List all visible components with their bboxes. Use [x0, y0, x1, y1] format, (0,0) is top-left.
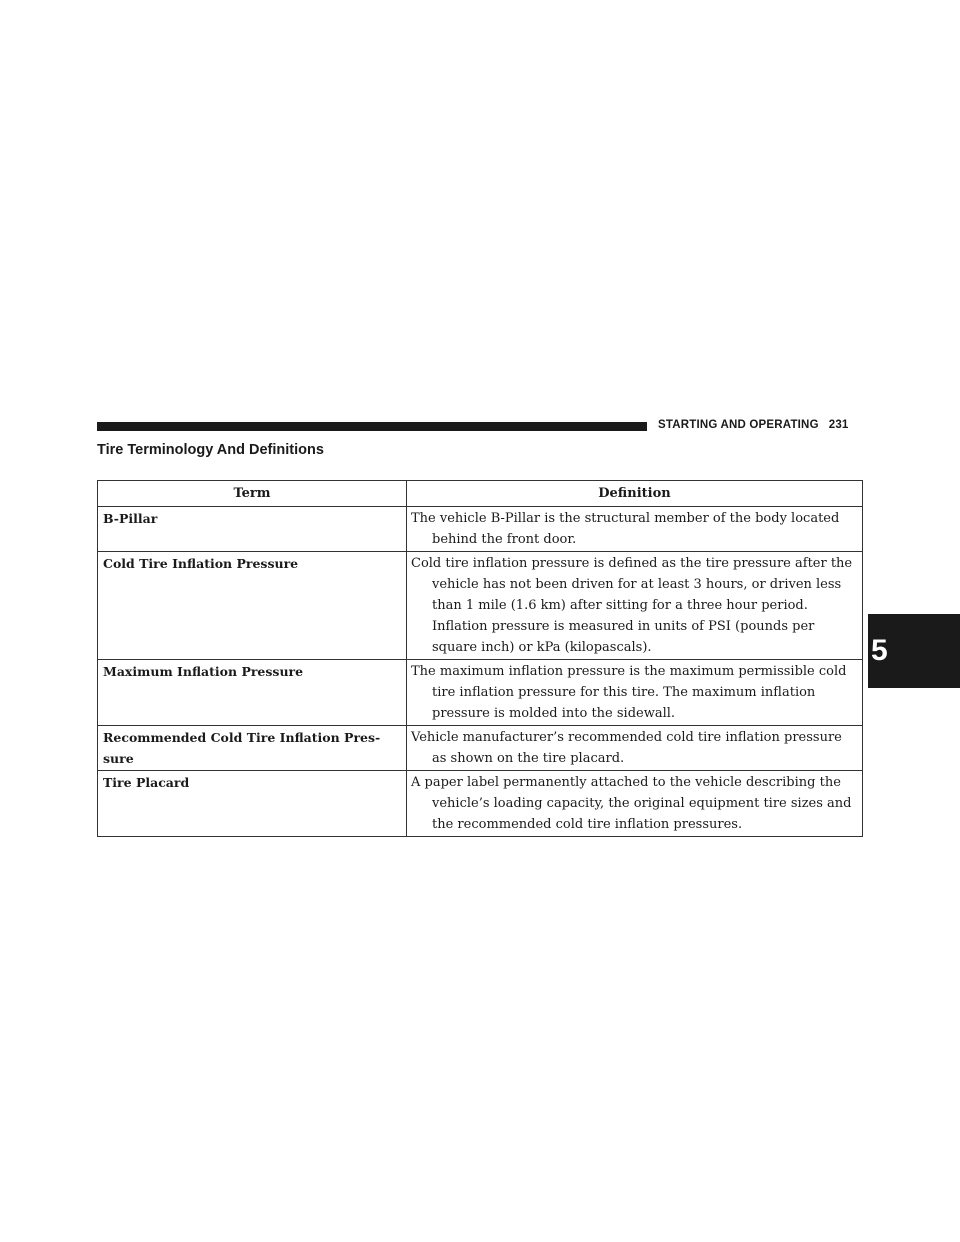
running-header — [658, 419, 868, 431]
column-header-definition: Definition — [407, 481, 863, 507]
term-cell: Cold Tire Inflation Pressure — [98, 552, 407, 660]
section-name: STARTING AND OPERATING — [658, 419, 819, 431]
definition-cell — [407, 726, 863, 771]
terminology-table — [97, 480, 863, 837]
term-cell: Tire Placard — [98, 771, 407, 837]
table-header-row — [98, 481, 863, 507]
definition-cell — [407, 660, 863, 726]
definition-cell — [407, 771, 863, 837]
definition-text: The vehicle B-Pillar is the structural member of the body located behind the front door. — [411, 511, 840, 547]
table-row — [98, 726, 863, 771]
definition-cell — [407, 552, 863, 660]
definition-cell — [407, 507, 863, 552]
chapter-tab: 5 — [868, 614, 960, 688]
definition-text: Vehicle manufacturer’s recommended cold tire inflation pressure as shown on the tire placard. — [411, 730, 842, 766]
definition-text: A paper label permanently attached to the vehicle describing the vehicle’s loading capacity, the original equipment tire sizes and the recommended cold tire inflation pressures. — [411, 775, 852, 832]
term-cell: B-Pillar — [98, 507, 407, 552]
term-cell: Maximum Inflation Pressure — [98, 660, 407, 726]
column-header-term: Term — [98, 481, 407, 507]
table-row — [98, 552, 863, 660]
header-rule — [97, 422, 647, 431]
definition-text: The maximum inflation pressure is the maximum permissible cold tire inflation pressure for this tire. The maximum inflation pressure is molded into the sidewall. — [411, 664, 847, 721]
table-row — [98, 507, 863, 552]
definition-text: Cold tire inflation pressure is defined as the tire pressure after the vehicle has not been driven for at least 3 hours, or driven less than 1 mile (1.6 km) after sitting for a three hour period. Inflation pressure is measured in units of PSI (pounds per square inch) or kPa (kilopascals). — [411, 556, 853, 655]
page-title: Tire Terminology And Definitions — [97, 442, 324, 458]
table-row — [98, 660, 863, 726]
table-row — [98, 771, 863, 837]
term-cell: Recommended Cold Tire Inflation Pres- sure — [98, 726, 407, 771]
page-number: 231 — [828, 419, 849, 431]
